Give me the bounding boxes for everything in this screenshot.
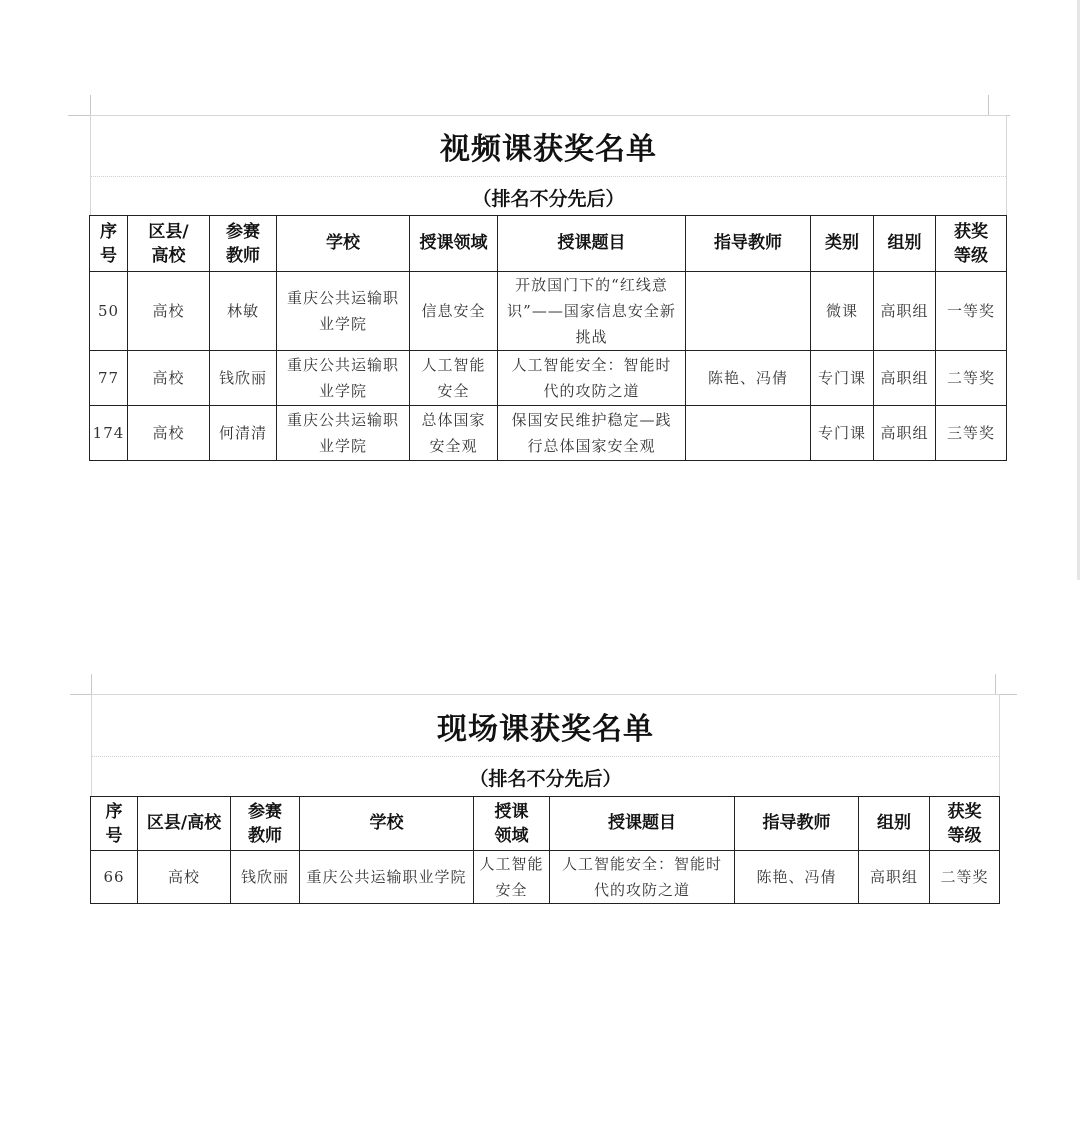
video-awards-table — [89, 215, 1007, 461]
header-school: 学校 — [277, 216, 410, 272]
cell-teacher: 林敏 — [210, 272, 277, 351]
cell-advisor — [686, 272, 811, 351]
header-award: 获奖 等级 — [930, 797, 1000, 851]
cell-school: 重庆公共运输职业学院 — [277, 406, 410, 461]
header-topic: 授课题目 — [498, 216, 686, 272]
cell-group: 高职组 — [859, 851, 930, 904]
cell-group: 高职组 — [874, 406, 936, 461]
header-no: 序 号 — [91, 797, 138, 851]
header-topic: 授课题目 — [550, 797, 735, 851]
corner-guide — [70, 694, 92, 695]
cell-award: 三等奖 — [936, 406, 1007, 461]
video-subtitle: （排名不分先后） — [472, 187, 625, 210]
header-category: 类别 — [811, 216, 874, 272]
cell-advisor: 陈艳、冯倩 — [686, 351, 811, 406]
cell-group: 高职组 — [874, 272, 936, 351]
cell-no: 50 — [90, 272, 128, 351]
cell-category: 微课 — [811, 272, 874, 351]
header-group: 组别 — [859, 797, 930, 851]
cell-teacher: 钱欣丽 — [231, 851, 300, 904]
cell-category: 专门课 — [811, 351, 874, 406]
cell-group: 高职组 — [874, 351, 936, 406]
header-award: 获奖 等级 — [936, 216, 1007, 272]
table-row — [90, 351, 1007, 406]
live-title-band — [91, 694, 1000, 797]
cell-school: 重庆公共运输职业学院 — [300, 851, 474, 904]
cell-district: 高校 — [128, 406, 210, 461]
cell-no: 174 — [90, 406, 128, 461]
live-subtitle: （排名不分先后） — [469, 768, 622, 790]
cell-school: 重庆公共运输职业学院 — [277, 272, 410, 351]
cell-award: 二等奖 — [936, 351, 1007, 406]
corner-guide — [90, 95, 91, 115]
header-district: 区县/高校 — [138, 797, 231, 851]
cell-district: 高校 — [138, 851, 231, 904]
table-row — [91, 851, 1000, 904]
live-title: 现场课获奖名单 — [92, 695, 999, 757]
table-row — [90, 406, 1007, 461]
cell-award: 二等奖 — [930, 851, 1000, 904]
cell-district: 高校 — [128, 272, 210, 351]
corner-guide — [995, 674, 996, 694]
header-advisor: 指导教师 — [735, 797, 859, 851]
cell-no: 66 — [91, 851, 138, 904]
header-advisor: 指导教师 — [686, 216, 811, 272]
cell-district: 高校 — [128, 351, 210, 406]
cell-topic: 人工智能安全：智能时代的攻防之道 — [550, 851, 735, 904]
corner-guide — [68, 115, 90, 116]
cell-topic: 保国安民维护稳定—践行总体国家安全观 — [498, 406, 686, 461]
video-header-row — [90, 216, 1007, 272]
header-teacher: 参赛 教师 — [231, 797, 300, 851]
header-school: 学校 — [300, 797, 474, 851]
header-teacher: 参赛 教师 — [210, 216, 277, 272]
cell-field: 人工智能安全 — [474, 851, 550, 904]
corner-guide — [91, 674, 92, 694]
cell-advisor — [686, 406, 811, 461]
corner-guide — [988, 95, 989, 115]
cell-category: 专门课 — [811, 406, 874, 461]
cell-field: 人工智能安全 — [410, 351, 498, 406]
header-no: 序 号 — [90, 216, 128, 272]
header-district: 区县/ 高校 — [128, 216, 210, 272]
cell-no: 77 — [90, 351, 128, 406]
cell-advisor: 陈艳、冯倩 — [735, 851, 859, 904]
cell-topic: 开放国门下的“红线意识”——国家信息安全新挑战 — [498, 272, 686, 351]
live-awards-table — [90, 796, 1000, 904]
cell-teacher: 钱欣丽 — [210, 351, 277, 406]
cell-teacher: 何清清 — [210, 406, 277, 461]
cell-field: 总体国家安全观 — [410, 406, 498, 461]
header-field: 授课 领域 — [474, 797, 550, 851]
live-header-row — [91, 797, 1000, 851]
cell-field: 信息安全 — [410, 272, 498, 351]
cell-topic: 人工智能安全：智能时代的攻防之道 — [498, 351, 686, 406]
cell-award: 一等奖 — [936, 272, 1007, 351]
header-group: 组别 — [874, 216, 936, 272]
cell-school: 重庆公共运输职业学院 — [277, 351, 410, 406]
table-row — [90, 272, 1007, 351]
video-title-band — [90, 115, 1007, 216]
video-title: 视频课获奖名单 — [91, 116, 1006, 177]
header-field: 授课领域 — [410, 216, 498, 272]
